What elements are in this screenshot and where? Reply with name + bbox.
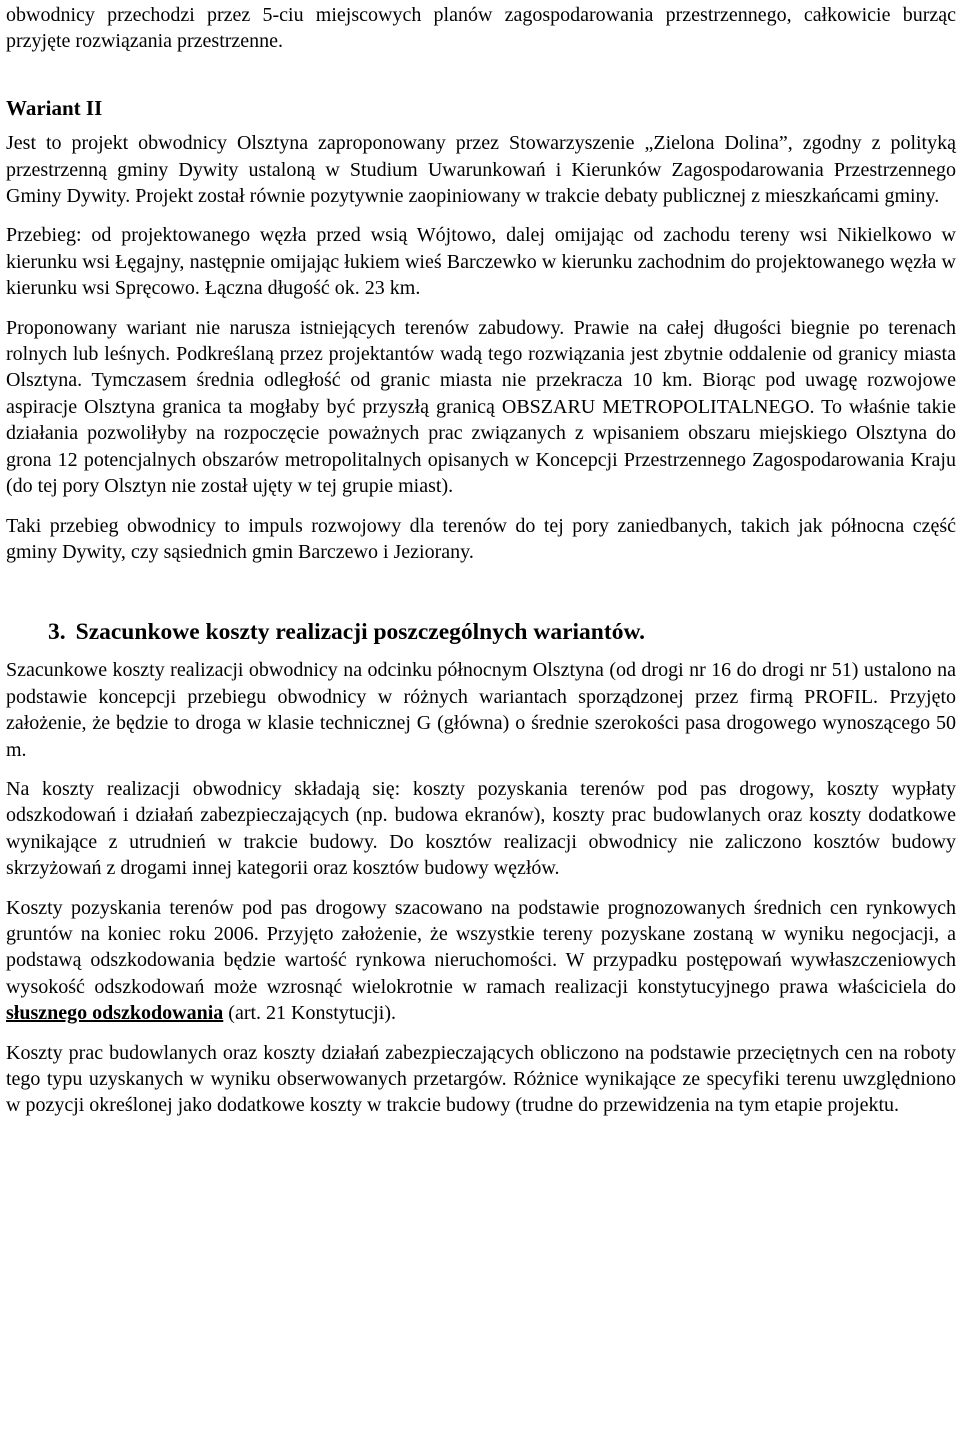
section-3-paragraph-1: Szacunkowe koszty realizacji obwodnicy na odcinku północnym Olsztyna (od drogi nr 16 do drogi nr 51) ustalono na podstawie koncepcji przebiegu obwodnicy w różnych wariantach sporządzonej przez firmą PROFIL. Przyjęto założenie, że będzie to droga w klasie technicznej G (główna) o średnie szerokości pasa drogowego wynoszącego 50 m. [6, 659, 956, 761]
section-3-paragraph-3-text: Koszty pozyskania terenów pod pas drogowy szacowano na podstawie prognozowanych średnich cen rynkowych gruntów na koniec roku 2006. Przyjęto założenie, że wszystkie tereny pozyskane zostaną w wyniku negocjacji, a podstawą odszkodowania będzie wartość rynkowa nieruchomości. W przypadku postępowań wywłaszczeniowych wysokość odszkodowań może wzrosnąć wielokrotnie w ramach realizacji konstytucyjnego prawa właściciela do [6, 896, 956, 998]
variant-2-paragraph-2: Przebieg: od projektowanego węzła przed wsią Wójtowo, dalej omijając od zachodu tereny wsi Nikielkowo w kierunku wsi Łęgajny, następnie omijając łukiem wieś Barczewko w kierunku zachodnim do projektowanego węzła w kierunku wsi Spręcowo. Łączna długość ok. 23 km. [6, 224, 956, 300]
variant-2-paragraph-1: Jest to projekt obwodnicy Olsztyna zaproponowany przez Stowarzyszenie „Zielona Dolina”, zgodny z polityką przestrzenną gminy Dywity ustaloną w Studium Uwarunkowań i Kierunków Zagospodarowania Przestrzennego Gminy Dywity. Projekt został równie pozytywnie zaopiniowany w trakcie debaty publicznej z mieszkańcami gminy. [6, 132, 956, 208]
variant-2-paragraph-3: Proponowany wariant nie narusza istniejących terenów zabudowy. Prawie na całej długości biegnie po terenach rolnych lub leśnych. Podkreślaną przez projektantów wadą tego rozwiązania jest zbytnie oddalenie od granicy miasta Olsztyna. Tymczasem średnia odległość od granic miasta nie przekracza 10 km. Biorąc pod uwagę rozwojowe aspiracje Olsztyna granica ta mogłaby być przyszłą granicą OBSZARU METROPOLITALNEGO. To właśnie takie działania pozwoliłyby na rozpoczęcie poważnych prac związanych z wpisaniem obszaru miejskiego Olsztyna do grona 12 potencjalnych obszarów metropolitalnych opisanych w Koncepcji Przestrzennego Zagospodarowania Kraju (do tej pory Olsztyn nie został ujęty w tej grupie miast). [6, 316, 956, 498]
section-3-title: Szacunkowe koszty realizacji poszczególnych wariantów. [75, 619, 646, 646]
emphasized-phrase: słusznego odszkodowania [6, 1002, 224, 1025]
section-3-number: 3. [48, 619, 66, 646]
section-3-paragraph-3-end: (art. 21 Konstytucji). [223, 1002, 397, 1025]
variant-2-heading: Wariant II [6, 95, 103, 120]
variant-2-paragraph-4: Taki przebieg obwodnicy to impuls rozwojowy dla terenów do tej pory zaniedbanych, takich jak północna część gminy Dywity, czy sąsiednich gmin Barczewo i Jeziorany. [6, 514, 956, 563]
section-3-paragraph-3 [6, 895, 956, 1027]
section-3-paragraph-4: Koszty prac budowlanych oraz koszty działań zabezpieczających obliczono na podstawie przeciętnych cen na roboty tego typu uzyskanych w wyniku obserwowanych przetargów. Różnice wynikające ze specyfiki terenu uwzględniono w pozycji określonej jako dodatkowe koszty w trakcie budowy (trudne do przewidzenia na tym etapie projektu. [6, 1041, 956, 1117]
intro-continuation-paragraph: obwodnicy przechodzi przez 5-ciu miejscowych planów zagospodarowania przestrzennego, całkowicie burząc przyjęte rozwiązania przestrzenne. [6, 4, 956, 53]
section-3-heading [6, 617, 956, 647]
section-3-paragraph-2: Na koszty realizacji obwodnicy składają się: koszty pozyskania terenów pod pas drogowy, koszty wypłaty odszkodowań i działań zabezpieczających (np. budowa ekranów), koszty prac budowlanych oraz koszty dodatkowe wynikające z utrudnień w trakcie budowy. Do kosztów realizacji obwodnicy nie zaliczono kosztów budowy skrzyżowań z drogami innej kategorii oraz kosztów budowy węzłów. [6, 777, 956, 880]
document-page [0, 2, 960, 1434]
